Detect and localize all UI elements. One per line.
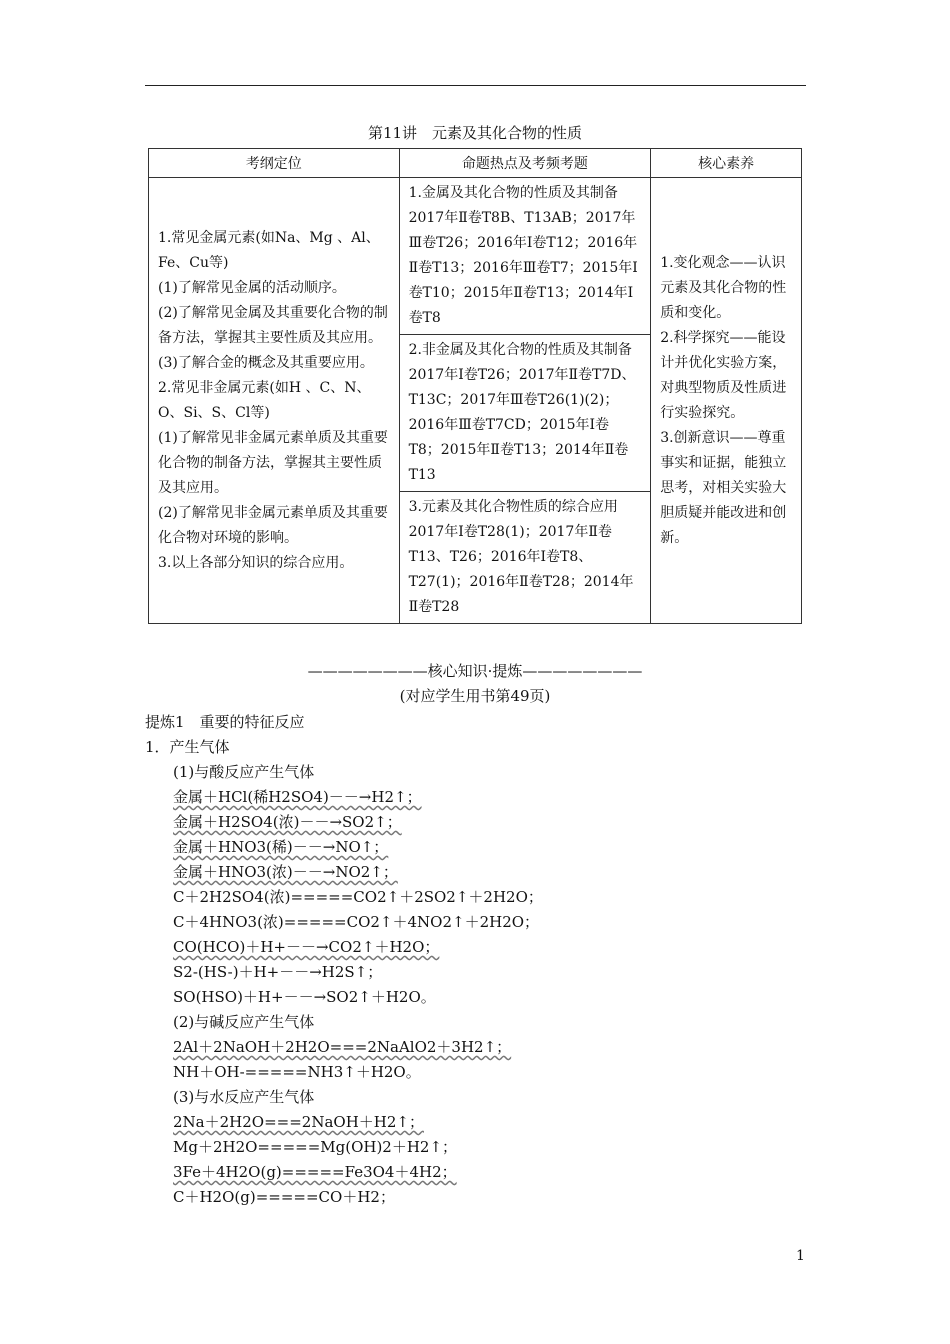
sub-heading: (3)与水反应产生气体 — [173, 1088, 315, 1106]
hotspot-title: 1.金属及其化合物的性质及其制备 — [408, 185, 618, 201]
syllabus-line: (1)了解常见非金属元素单质及其重要化合物的制备方法，掌握其主要性质及其应用。 — [158, 429, 388, 496]
hotspot-title: 2.非金属及其化合物的性质及其制备 — [408, 342, 632, 358]
content-heading: 提炼1 重要的特征反应 — [145, 713, 305, 731]
hotspot-body: 2017年Ⅱ卷T8B、T13AB；2017年Ⅲ卷T26；2016年Ⅰ卷T12；2016年Ⅱ卷T13；2016年Ⅲ卷T7；2015年Ⅰ卷T10；2015年Ⅱ卷T13；2014年Ⅰ卷T8 — [408, 210, 638, 326]
equation-line: 金属＋H2SO4(浓)－－→SO2↑； — [173, 813, 402, 831]
syllabus-line: 3.以上各部分知识的综合应用。 — [158, 554, 354, 571]
syllabus-line: 1.常见金属元素(如Na、Mg 、Al、Fe、Cu等) — [158, 229, 380, 271]
equation-line: 金属＋HNO3(稀)－－→NO↑； — [173, 838, 389, 856]
hotspot-cell-2 — [399, 335, 651, 492]
item-heading: 1．产生气体 — [145, 738, 230, 756]
equation-line: NH＋OH-=====NH3↑＋H2O。 — [173, 1063, 421, 1081]
equation-line: Mg＋2H2O=====Mg(OH)2＋H2↑； — [173, 1138, 458, 1156]
equation-line: SO(HSO)＋H+－－→SO2↑＋H2O。 — [173, 988, 436, 1006]
syllabus-line: 2.常见非金属元素(如H 、C、N、O、Si、S、Cl等) — [158, 379, 371, 421]
hotspot-cell-3 — [399, 492, 651, 624]
equation-line: CO(HCO)＋H+－－→CO2↑＋H2O； — [173, 938, 440, 956]
literacy-cell — [651, 178, 802, 624]
syllabus-line: (2)了解常见金属及其重要化合物的制备方法，掌握其主要性质及其应用。 — [158, 304, 388, 346]
syllabus-line: (2)了解常见非金属元素单质及其重要化合物对环境的影响。 — [158, 504, 388, 546]
sub-heading: (1)与酸反应产生气体 — [173, 763, 315, 781]
literacy-line: 1.变化观念——认识元素及其化合物的性质和变化。 — [660, 254, 787, 321]
header-hotspots: 命题热点及考频考题 — [399, 149, 651, 178]
equation-line: 2Na＋2H2O===2NaOH＋H2↑； — [173, 1113, 424, 1131]
header-syllabus: 考纲定位 — [149, 149, 400, 178]
equation-line: C＋H2O(g)=====CO＋H2； — [173, 1188, 395, 1206]
syllabus-line: (3)了解合金的概念及其重要应用。 — [158, 354, 374, 371]
section-subtitle: (对应学生用书第49页) — [399, 687, 551, 705]
equation-line: C＋4HNO3(浓)=====CO2↑＋4NO2↑＋2H2O； — [173, 913, 540, 931]
page-number: 1 — [796, 1248, 805, 1264]
hotspot-body: 2017年Ⅰ卷T26；2017年Ⅱ卷T7D、T13C；2017年Ⅲ卷T26(1)(2)；2016年Ⅲ卷T7CD；2015年Ⅰ卷T8；2015年Ⅱ卷T13；2014年Ⅱ卷T13 — [408, 367, 636, 483]
equation-line: 金属＋HNO3(浓)－－→NO2↑； — [173, 863, 398, 881]
syllabus-cell — [149, 178, 400, 624]
outline-table — [148, 148, 802, 624]
equation-line: 金属＋HCl(稀H2SO4)－－→H2↑； — [173, 788, 422, 806]
literacy-line: 3.创新意识——尊重事实和证据，能独立思考，对相关实验大胆质疑并能改进和创新。 — [660, 429, 787, 546]
header-literacy: 核心素养 — [651, 149, 802, 178]
section-title: ————————核心知识·提炼———————— — [307, 662, 643, 680]
hotspot-title: 3.元素及其化合物性质的综合应用 — [408, 499, 618, 515]
hotspot-body: 2017年Ⅰ卷T28(1)；2017年Ⅱ卷T13、T26；2016年Ⅰ卷T8、T27(1)；2016年Ⅱ卷T28；2014年Ⅱ卷T28 — [408, 524, 634, 615]
equation-line: 2Al＋2NaOH＋2H2O===2NaAlO2＋3H2↑； — [173, 1038, 512, 1056]
equation-line: 3Fe＋4H2O(g)=====Fe3O4＋4H2； — [173, 1163, 457, 1181]
literacy-line: 2.科学探究——能设计并优化实验方案，对典型物质及性质进行实验探究。 — [660, 329, 787, 421]
equation-line: C＋2H2SO4(浓)=====CO2↑＋2SO2↑＋2H2O； — [173, 888, 543, 906]
syllabus-line: (1)了解常见金属的活动顺序。 — [158, 279, 346, 296]
content-body — [145, 710, 805, 1210]
page-title: 第11讲 元素及其化合物的性质 — [367, 124, 583, 142]
equation-line: S2-(HS-)＋H+－－→H2S↑； — [173, 963, 383, 981]
sub-heading: (2)与碱反应产生气体 — [173, 1013, 315, 1031]
hotspot-cell-1 — [399, 178, 651, 335]
top-rule — [145, 85, 806, 86]
